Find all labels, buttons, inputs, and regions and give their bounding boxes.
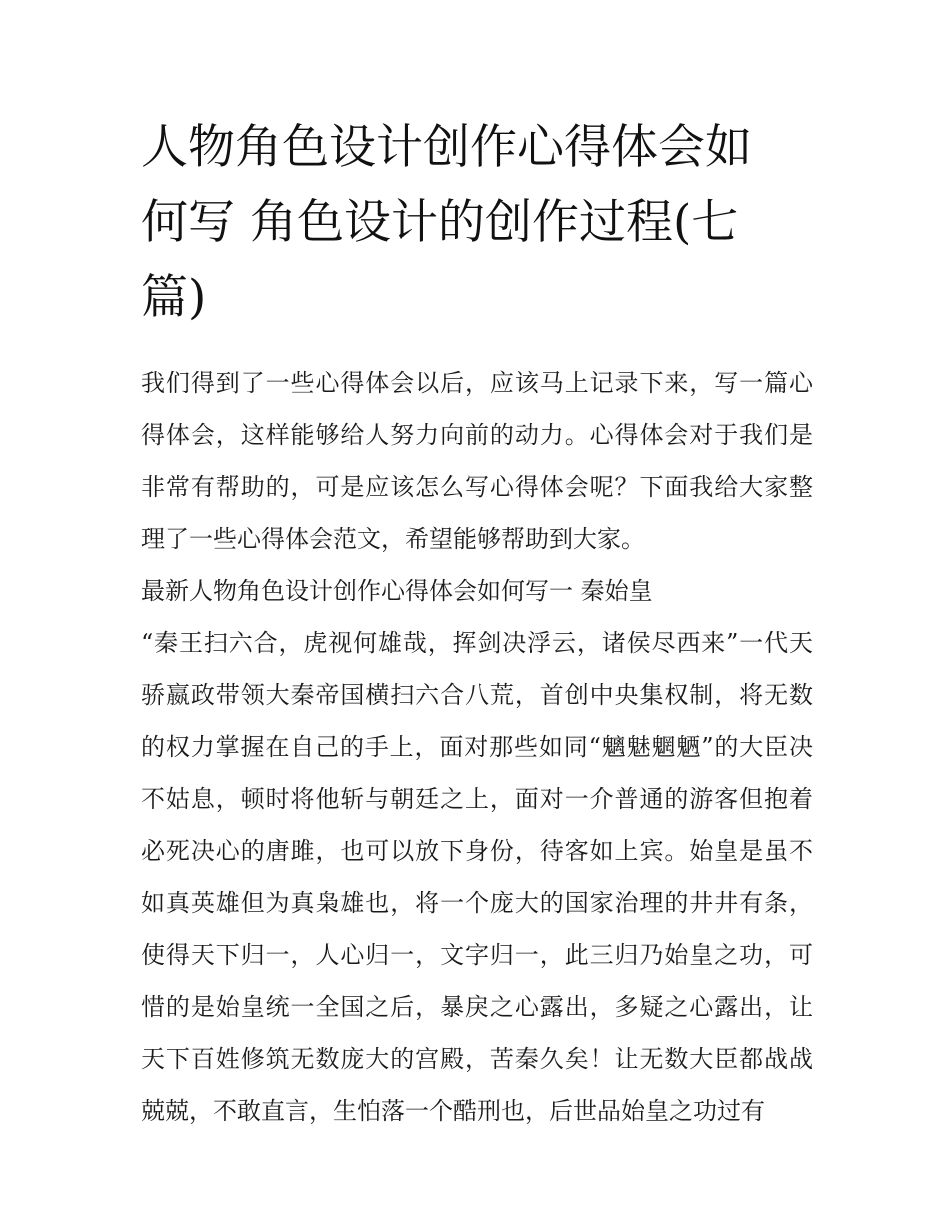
text-line: 得体会，这样能够给人努力向前的动力。心得体会对于我们是 [141,421,813,449]
text-line: 不姑息，顿时将他斩与朝廷之上，面对一介普通的游客但抱着 [141,785,813,813]
text-line: “秦王扫六合，虎视何雄哉，挥剑决浮云，诸侯尽西来”一代天 [141,629,813,657]
text-line: 使得天下归一，人心归一，文字归一，此三归乃始皇之功，可 [141,941,813,969]
text-line: 兢兢，不敢直言，生怕落一个酷刑也，后世品始皇之功过有 [141,1097,765,1125]
text-line: 惜的是始皇统一全国之后，暴戾之心露出，多疑之心露出，让 [141,993,813,1021]
text-line: 骄嬴政带领大秦帝国横扫六合八荒，首创中央集权制，将无数 [141,681,813,709]
title-line: 何写 角色设计的创作过程(七 [141,195,739,250]
title-line: 篇) [141,270,207,325]
text-line: 必死决心的唐雎，也可以放下身份，待客如上宾。始皇是虽不 [141,837,813,865]
text-line: 的权力掌握在自己的手上，面对那些如同“魑魅魍魉”的大臣决 [141,733,813,761]
text-line: 如真英雄但为真枭雄也，将一个庞大的国家治理的井井有条， [141,889,813,917]
intro-paragraph [141,357,813,565]
text-line: 非常有帮助的，可是应该怎么写心得体会呢？下面我给大家整 [141,473,813,501]
text-line: 天下百姓修筑无数庞大的宫殿，苦秦久矣！让无数大臣都战战 [141,1045,813,1073]
text-line: 我们得到了一些心得体会以后，应该马上记录下来，写一篇心 [141,369,813,397]
document-title [141,110,813,335]
text-line: 理了一些心得体会范文，希望能够帮助到大家。 [141,525,645,553]
body-paragraph [141,617,813,1137]
document-page [141,110,813,1137]
section-heading: 最新人物角色设计创作心得体会如何写一 秦始皇 [141,577,653,605]
title-line: 人物角色设计创作心得体会如 [141,120,752,175]
intro-section [141,357,813,1137]
